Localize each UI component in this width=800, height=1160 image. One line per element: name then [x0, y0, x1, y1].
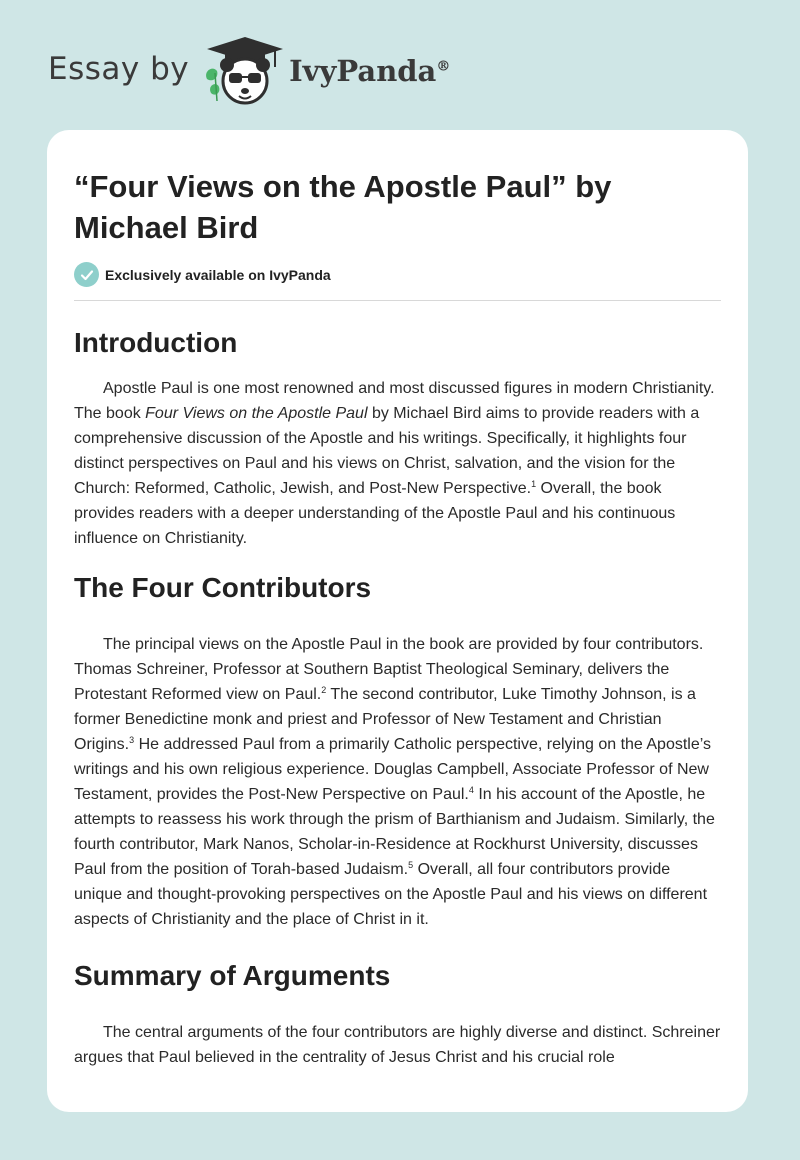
exclusive-badge: [74, 262, 721, 287]
registered-mark: ®: [436, 58, 451, 75]
ivypanda-brand-name[interactable]: IvyPanda®: [289, 54, 451, 88]
book-title: Four Views on the Apostle Paul: [145, 405, 368, 422]
essay-title: “Four Views on the Apostle Paul” by Michael Bird: [74, 169, 612, 245]
footnote-ref[interactable]: 1: [531, 479, 537, 489]
footnote-ref[interactable]: 4: [468, 785, 474, 795]
footnote-ref[interactable]: 3: [129, 735, 135, 745]
section-heading-summary: Summary of Arguments: [74, 960, 391, 991]
section-heading-contributors: The Four Contributors: [74, 572, 372, 603]
paragraph-introduction: Apostle Paul is one most renowned and most discussed figures in modern Christianity. The book Four Views on the Apostle Paul by Michael Bird aims to provide readers with a comprehensive discussion of the Apostle and his writings. Specifically, it highlights four distinct perspectives on Paul and his views on Christ, salvation, and the vision for the Church: Reformed, Catholic, Jewish, and Post-New Perspective.$^1$ Overall, the book provides readers with a deeper understanding of the Apostle Paul and his continuous influence on Christianity.: [74, 380, 715, 547]
paragraph-summary: The central arguments of the four contributors are highly diverse and distinct. Schreiner argues that Paul believed in the centrality of Jesus Christ and his crucial role: [74, 1024, 721, 1066]
panda-logo-icon[interactable]: [203, 35, 287, 112]
check-circle-icon: [74, 262, 99, 287]
section-heading-introduction: Introduction: [74, 327, 238, 358]
essay-by-label: Essay by: [48, 51, 190, 87]
footnote-ref[interactable]: 5: [408, 860, 414, 870]
essay-card: [47, 130, 748, 1112]
footnote-ref[interactable]: 2: [321, 685, 327, 695]
paragraph-contributors: The principal views on the Apostle Paul in the book are provided by four contributors. Thomas Schreiner, Professor at Southern Baptist Theological Seminary, delivers the Protestant Reformed view on Paul.$^2$ The second contributor, Luke Timothy Johnson, is a former Benedictine monk and priest and Professor of New Testament and Christian Origins.$^3$ He addressed Paul from a primarily Catholic perspective, relying on the Apostle’s writings and his own religious experience. Douglas Campbell, Associate Professor of New Testament, provides the Post-New Perspective on Paul.$^4$ In his account of the Apostle, he attempts to reassess his work through the prism of Barthianism and Judaism. Similarly, the fourth contributor, Mark Nanos, Scholar-in-Residence at Rockhurst University, discusses Paul from the position of Torah-based Judaism.$^5$ Overall, all four contributors provide unique and thought-provoking perspectives on the Apostle Paul and his views on different aspects of Christianity and the place of Christ in it.: [74, 636, 715, 928]
title-divider: [74, 300, 721, 301]
site-header: [48, 34, 450, 114]
exclusive-badge-label: Exclusively available on IvyPanda: [105, 266, 331, 283]
